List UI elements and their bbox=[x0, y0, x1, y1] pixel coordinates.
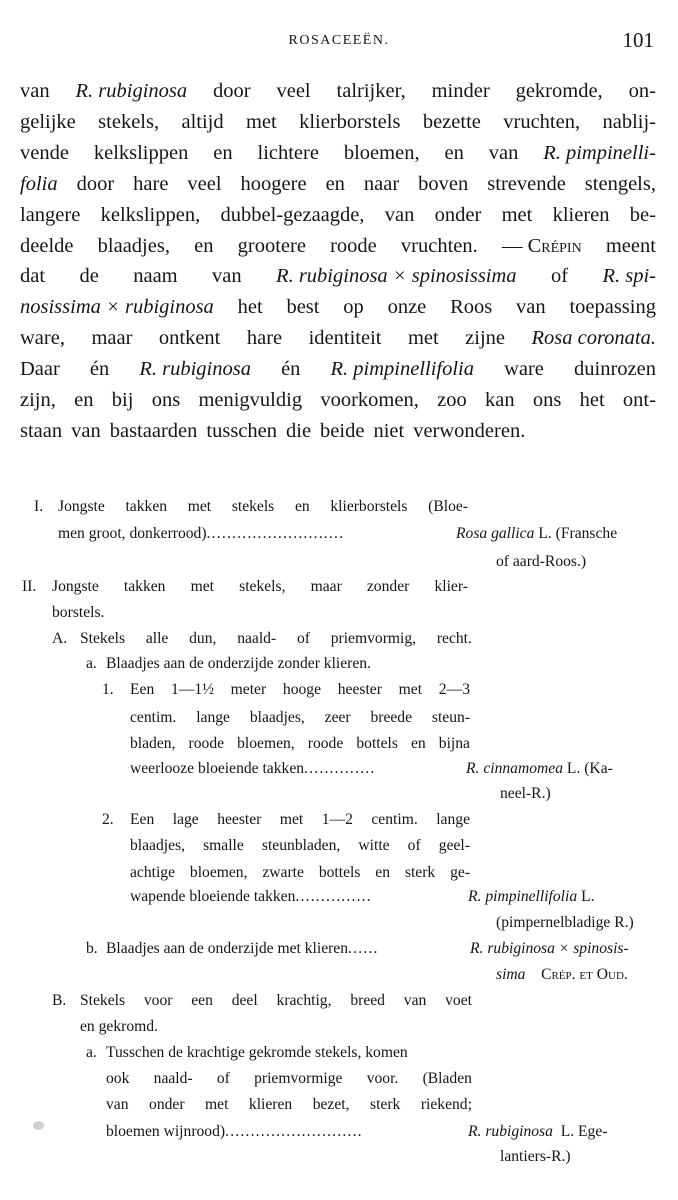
key-line: ook naald- of priemvormige voor. (Bladen bbox=[106, 1070, 472, 1087]
key-line: centim. lange blaadjes, zeer breede steun- bbox=[130, 709, 470, 726]
key-line: men groot, donkerrood)........................... bbox=[58, 525, 345, 542]
text-line: langere kelkslippen, dubbel-gezaagde, van onder met klieren be- bbox=[20, 203, 656, 226]
key-line: bladen, roode bloemen, roode bottels en bijna bbox=[130, 735, 470, 752]
text-line: dat de naam van R. rubiginosa × spinosissima of R. spi- bbox=[20, 265, 656, 288]
key-result: Rosa gallica L. (Fransche bbox=[456, 525, 618, 542]
text-line: deelde blaadjes, en grootere roode vruchten. — Crépin meent bbox=[20, 234, 656, 257]
key-lead-label: 1. bbox=[102, 681, 114, 698]
common-name: of aard-Roos.) bbox=[496, 553, 587, 570]
key-result-authors: sima Crép. et Oud. bbox=[496, 966, 628, 983]
key-lead-label: a. bbox=[86, 1044, 97, 1061]
key-line: achtige bloemen, zwarte bottels en sterk ge- bbox=[130, 864, 470, 881]
key-line: wapende bloeiende takken............... bbox=[130, 888, 372, 905]
text-line: zijn, en bij ons menigvuldig voorkomen, zoo kan ons het ont- bbox=[20, 389, 656, 412]
key-line: van onder met klieren bezet, sterk riekend; bbox=[106, 1096, 472, 1113]
key-lead-label: A. bbox=[52, 630, 68, 647]
body-paragraph bbox=[20, 76, 656, 447]
text-line: nosissima × rubiginosa het best op onze Roos van toepassing bbox=[20, 296, 656, 319]
text-line: ware, maar ontkent hare identiteit met zijne Rosa coronata. bbox=[20, 327, 656, 350]
key-lead-label: b. bbox=[86, 940, 98, 957]
key-line: weerlooze bloeiende takken.............. bbox=[130, 760, 376, 777]
text-line: staan van bastaarden tusschen die beide niet verwonderen. bbox=[20, 419, 526, 442]
text-line: Daar én R. rubiginosa én R. pimpinellifolia ware duinrozen bbox=[20, 358, 656, 381]
text-line: gelijke stekels, altijd met klierborstels bezette vruchten, nablij- bbox=[20, 110, 656, 133]
key-line: Stekels voor een deel krachtig, breed van voet bbox=[80, 992, 472, 1009]
key-line: Jongste takken met stekels en klierborstels (Bloe- bbox=[58, 498, 468, 515]
key-result: R. pimpinellifolia L. bbox=[468, 888, 595, 905]
running-head: ROSACEEËN. bbox=[288, 33, 390, 48]
key-line: Tusschen de krachtige gekromde stekels, komen bbox=[106, 1044, 408, 1061]
key-lead-label: 2. bbox=[102, 811, 114, 828]
key-result: R. rubiginosa L. Ege- bbox=[468, 1123, 608, 1140]
text-line: folia door hare veel hoogere en naar boven strevende stengels, bbox=[20, 172, 656, 195]
key-couplet-number: II. bbox=[22, 578, 37, 595]
key-line: bloemen wijnrood)........................... bbox=[106, 1123, 363, 1140]
common-name: neel-R.) bbox=[500, 785, 551, 802]
key-result: R. cinnamomea L. (Ka- bbox=[466, 760, 613, 777]
key-result: R. rubiginosa × spinosis- bbox=[470, 940, 629, 957]
key-couplet-number: I. bbox=[34, 498, 44, 515]
page-header bbox=[0, 30, 678, 54]
key-lead-label: a. bbox=[86, 655, 97, 672]
key-lead-label: B. bbox=[52, 992, 67, 1009]
key-line: borstels. bbox=[52, 604, 105, 621]
key-line: Blaadjes aan de onderzijde zonder klieren. bbox=[106, 655, 371, 672]
key-line: Blaadjes aan de onderzijde met klieren...... bbox=[106, 940, 379, 957]
key-line: blaadjes, smalle steunbladen, witte of geel- bbox=[130, 837, 470, 854]
common-name: (pimpernelbladige R.) bbox=[496, 914, 634, 931]
text-line: vende kelkslippen en lichtere bloemen, en van R. pimpinelli- bbox=[20, 141, 656, 164]
page-number: 101 bbox=[622, 28, 654, 52]
key-line: Een lage heester met 1—2 centim. lange bbox=[130, 811, 470, 828]
print-smudge bbox=[33, 1121, 44, 1130]
common-name: lantiers-R.) bbox=[500, 1148, 571, 1165]
key-line: Een 1—1½ meter hooge heester met 2—3 bbox=[130, 681, 470, 698]
key-line: Jongste takken met stekels, maar zonder klier- bbox=[52, 578, 468, 595]
key-line: Stekels alle dun, naald- of priemvormig, recht. bbox=[80, 630, 472, 647]
key-line: en gekromd. bbox=[80, 1018, 158, 1035]
text-line: van R. rubiginosa door veel talrijker, minder gekromde, on- bbox=[20, 80, 656, 102]
